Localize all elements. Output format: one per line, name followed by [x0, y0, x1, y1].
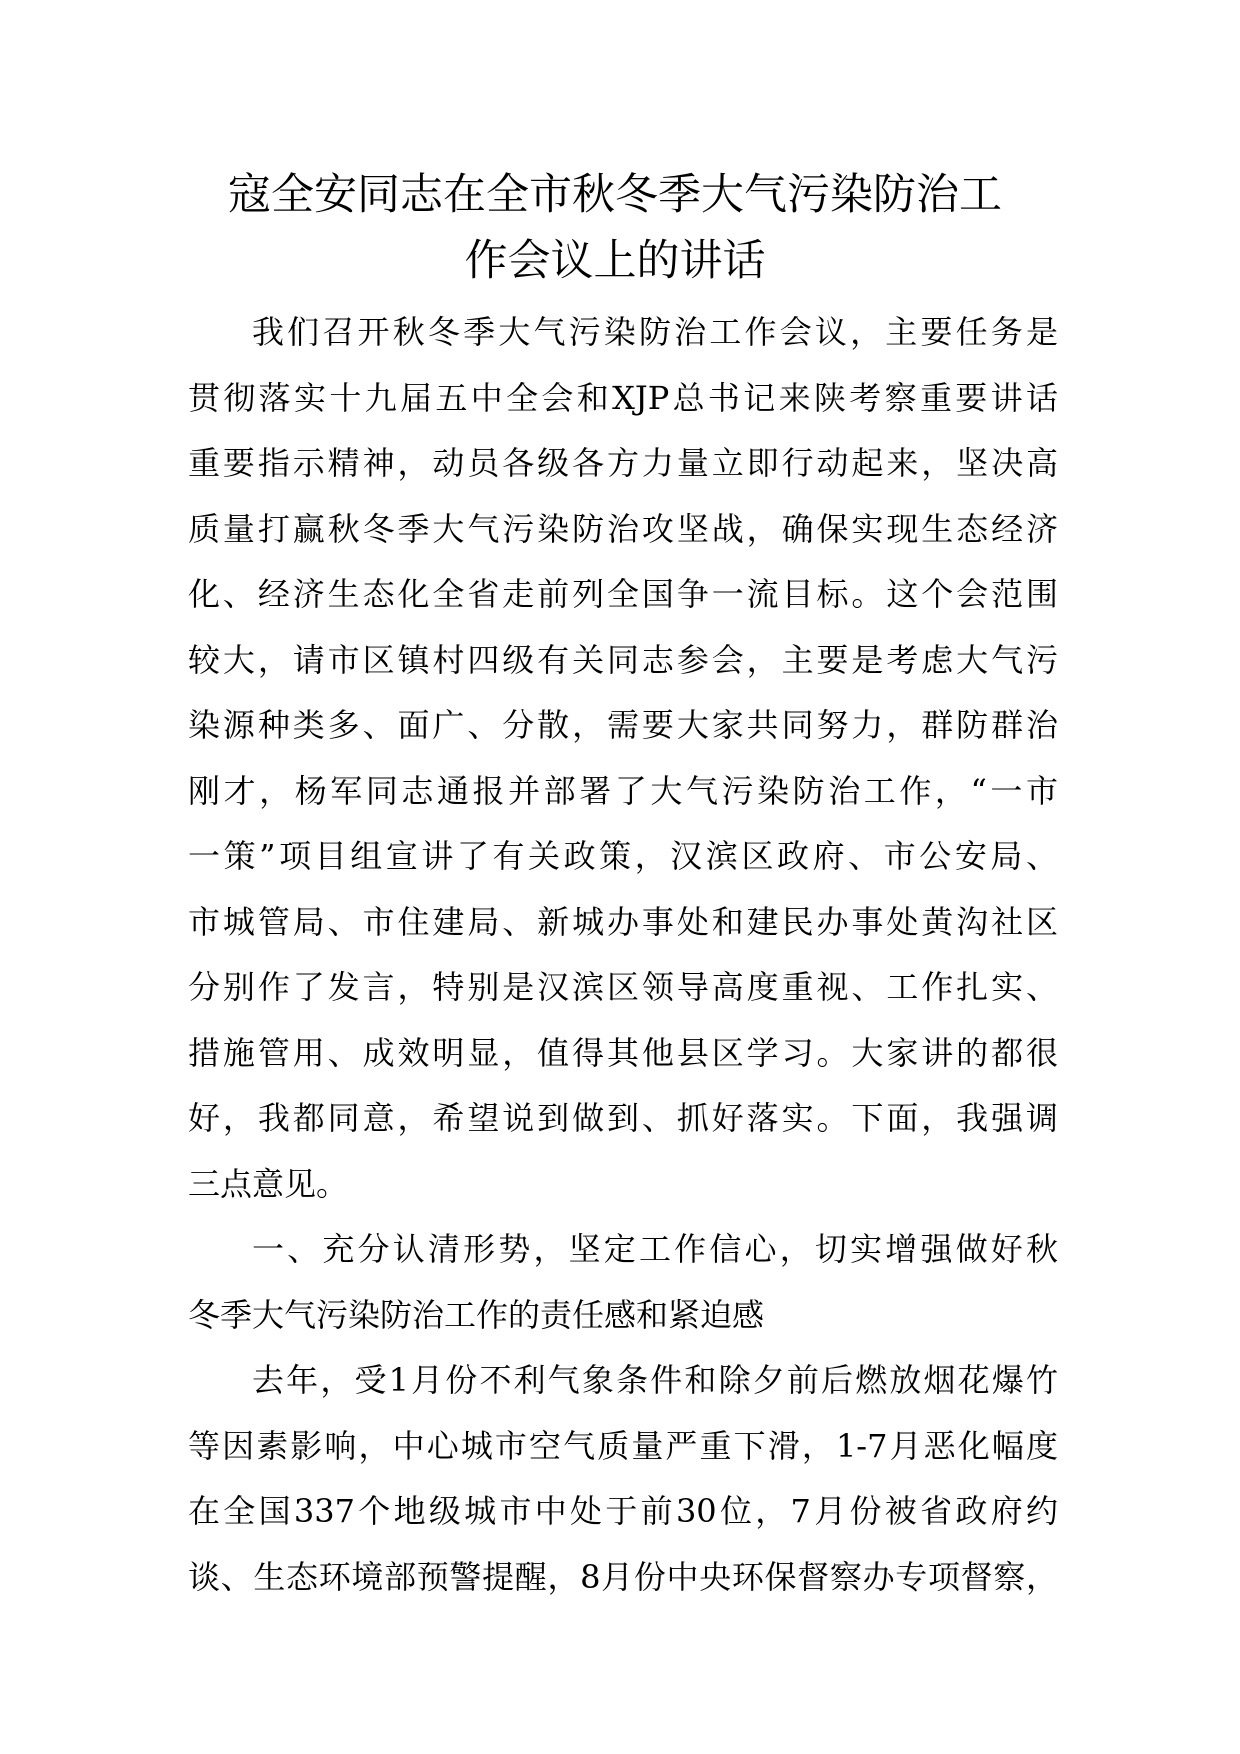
heading-line: 一、充分认清形势，坚定工作信心，切实增强做好秋 — [252, 1230, 1058, 1268]
text-line: 好，我都同意，希望说到做到、抓好落实。下面，我强调 — [188, 1099, 1058, 1137]
text-line: 染源种类多、面广、分散，需要大家共同努力，群防群治 — [188, 706, 1058, 744]
text-line: 在全国337个地级城市中处于前30位，7月份被省政府约 — [188, 1492, 1058, 1530]
text-line: 去年，受1月份不利气象条件和除夕前后燃放烟花爆竹 — [252, 1361, 1058, 1399]
text-line: 市城管局、市住建局、新城办事处和建民办事处黄沟社区 — [188, 902, 1058, 941]
text-line: 措施管用、成效明显，值得其他县区学习。大家讲的都很 — [188, 1033, 1058, 1072]
text-line: 刚才，杨军同志通报并部署了大气污染防治工作，“一市 — [188, 771, 1058, 810]
text-line: 等因素影响，中心城市空气质量严重下滑，1-7月恶化幅度 — [188, 1426, 1058, 1465]
text-line: 我们召开秋冬季大气污染防治工作会议，主要任务是 — [252, 313, 1058, 351]
heading-line: 冬季大气污染防治工作的责任感和紧迫感 — [188, 1295, 765, 1334]
text-line: 贯彻落实十九届五中全会和XJP总书记来陕考察重要讲话 — [188, 378, 1058, 417]
title-line: 作会议上的讲话 — [464, 236, 766, 286]
text-line: 化、经济生态化全省走前列全国争一流目标。这个会范围 — [188, 575, 1058, 613]
document-body — [188, 300, 1058, 1610]
text-line: 较大，请市区镇村四级有关同志参会，主要是考虑大气污 — [188, 640, 1058, 679]
text-line: 三点意见。 — [188, 1164, 349, 1203]
paragraph-last-year — [188, 1348, 1058, 1610]
title-line: 寇全安同志在全市秋冬季大气污染防治工 — [228, 170, 1002, 220]
text-line: 质量打赢秋冬季大气污染防治攻坚战，确保实现生态经济 — [188, 509, 1058, 548]
section-heading-1 — [188, 1217, 1058, 1348]
paragraph-opening — [188, 300, 1058, 1217]
document-title — [160, 162, 1070, 294]
text-line: 重要指示精神，动员各级各方力量立即行动起来，坚决高 — [188, 444, 1058, 482]
text-line: 谈、生态环境部预警提醒，8月份中央环保督察办专项督察， — [188, 1557, 1058, 1596]
text-line: 分别作了发言，特别是汉滨区领导高度重视、工作扎实、 — [188, 968, 1058, 1006]
text-line: 一策”项目组宣讲了有关政策，汉滨区政府、市公安局、 — [188, 837, 1058, 875]
